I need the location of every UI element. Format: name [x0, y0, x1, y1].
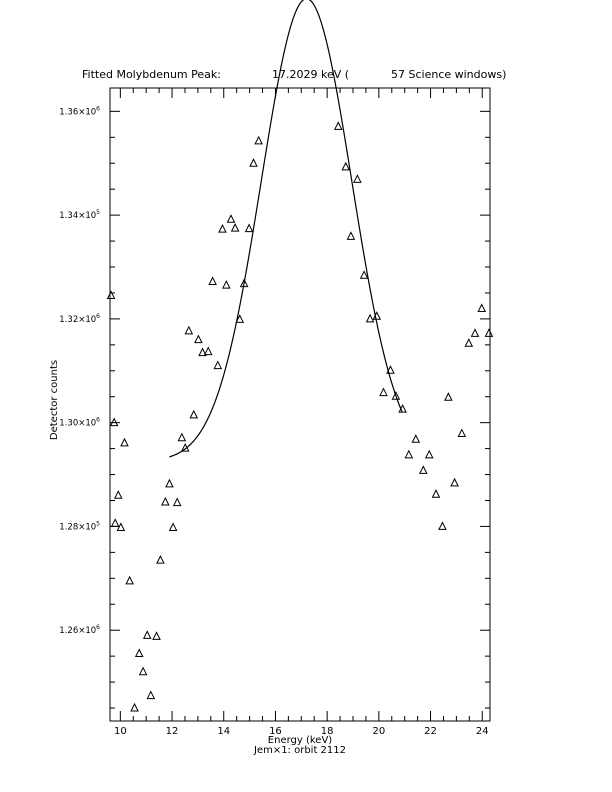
data-point — [342, 163, 349, 170]
x-axis-ticks — [120, 88, 482, 721]
y-axis-tick-labels — [59, 105, 100, 636]
data-point — [367, 315, 374, 322]
data-point — [153, 632, 160, 639]
data-point — [126, 577, 133, 584]
x-tick-label: 20 — [372, 726, 386, 737]
data-point — [136, 650, 143, 657]
data-point — [162, 498, 169, 505]
data-point — [209, 278, 216, 285]
data-point — [140, 668, 147, 675]
x-tick-label: 22 — [424, 726, 437, 737]
chart-title-windows: 57 Science windows) — [391, 68, 507, 81]
data-point — [439, 522, 446, 529]
data-point — [131, 704, 138, 711]
data-point — [117, 523, 124, 530]
data-point — [144, 631, 151, 638]
x-tick-label: 24 — [475, 726, 489, 737]
data-point — [405, 451, 412, 458]
y-tick-label: $1.36\times 10^6$ — [59, 105, 100, 118]
data-point — [354, 175, 361, 182]
data-point — [451, 479, 458, 486]
data-point — [174, 499, 181, 506]
data-point — [121, 439, 128, 446]
chart-title-prefix: Fitted Molybdenum Peak: — [82, 68, 221, 81]
y-tick-label: $1.30\times 10^6$ — [59, 416, 100, 429]
data-point — [426, 451, 433, 458]
data-point — [472, 329, 479, 336]
data-point — [185, 327, 192, 334]
x-axis-label: Energy (keV) — [267, 735, 333, 746]
x-tick-label: 18 — [320, 726, 334, 737]
y-axis-label: Detector counts — [49, 359, 60, 441]
data-point — [170, 523, 177, 530]
data-point — [115, 491, 122, 498]
y-axis-ticks — [110, 111, 490, 708]
data-point — [478, 305, 485, 312]
data-point — [465, 339, 472, 346]
data-point — [255, 137, 262, 144]
chart-title-energy: 17.2029 keV ( — [272, 68, 350, 81]
data-point — [250, 159, 257, 166]
data-point — [157, 556, 164, 563]
data-point — [166, 480, 173, 487]
data-point — [335, 122, 342, 129]
plot-frame — [110, 88, 490, 721]
data-point — [178, 434, 185, 441]
x-tick-label: 12 — [165, 726, 179, 737]
data-point — [432, 490, 439, 497]
data-point — [219, 225, 226, 232]
data-points — [108, 122, 493, 711]
data-point — [112, 519, 119, 526]
y-tick-label: $1.26\times 10^6$ — [59, 624, 100, 637]
y-tick-label: $1.34\times 10^5$ — [59, 209, 100, 222]
data-point — [246, 225, 253, 232]
data-point — [214, 362, 221, 369]
data-point — [445, 393, 452, 400]
data-point — [380, 389, 387, 396]
x-tick-label: 16 — [269, 726, 282, 737]
data-point — [205, 348, 212, 355]
data-point — [347, 232, 354, 239]
data-point — [190, 411, 197, 418]
data-point — [147, 692, 154, 699]
data-point — [227, 215, 234, 222]
chart-subtitle: Jem×1: orbit 2112 — [253, 745, 347, 756]
data-point — [458, 430, 465, 437]
data-point — [223, 281, 230, 288]
y-tick-label: $1.32\times 10^6$ — [59, 312, 100, 325]
fit-curve — [169, 0, 402, 457]
data-point — [420, 466, 427, 473]
data-point — [195, 336, 202, 343]
x-tick-label: 14 — [217, 726, 231, 737]
data-point — [412, 435, 419, 442]
y-tick-label: $1.28\times 10^5$ — [59, 520, 100, 533]
x-tick-label: 10 — [113, 726, 127, 737]
data-point — [232, 224, 239, 231]
data-point — [485, 329, 492, 336]
